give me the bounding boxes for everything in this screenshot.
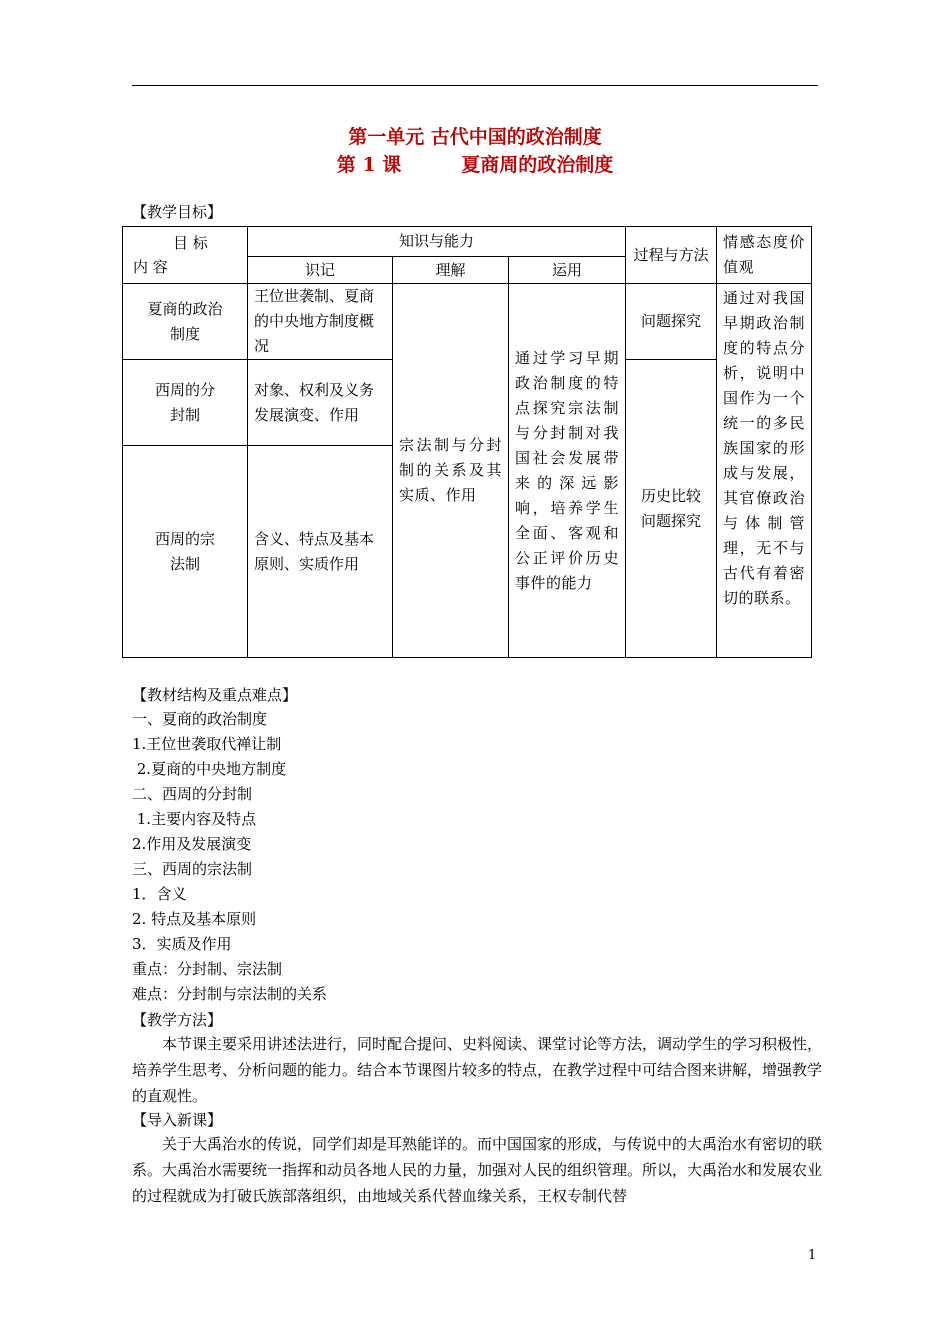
- outline-list: [132, 707, 327, 1007]
- header-emotion: 情感态度价值观: [717, 227, 812, 284]
- cell-process-2: 历史比较问题探究: [626, 360, 717, 658]
- cell-apply: 通过学习早期政治制度的特点探究宗法制与分封制对我国社会发展带来的深远影响，培养学生全面、客观和公正评价历史事件的能力: [509, 284, 626, 658]
- header-rule: [132, 85, 818, 86]
- row-recall-xiashang: 王位世袭制、夏商的中央地方制度概况: [248, 284, 393, 360]
- table-corner-cell: [123, 227, 248, 284]
- outline-item: 2.作用及发展演变: [132, 835, 252, 853]
- header-knowledge: 知识与能力: [248, 227, 626, 257]
- row-recall-fenfeng: 对象、权利及义务发展演变、作用: [248, 360, 393, 446]
- section-method-heading: 【教学方法】: [132, 1011, 223, 1029]
- section-intro-heading: 【导入新课】: [132, 1111, 223, 1129]
- subheader-apply: 运用: [509, 257, 626, 284]
- difficult-points: 难点：分封制与宗法制的关系: [132, 985, 328, 1003]
- outline-item: 3．实质及作用: [132, 935, 232, 953]
- section-goals-heading: 【教学目标】: [132, 203, 223, 221]
- outline-item: 1．含义: [132, 885, 187, 903]
- outline-item: 二、西周的分封制: [132, 785, 253, 803]
- row-recall-zongfa: 含义、特点及基本原则、实质作用: [248, 446, 393, 658]
- outline-item: 1.王位世袭取代禅让制: [132, 735, 282, 753]
- lesson-title: [132, 150, 818, 177]
- intro-paragraph: 关于大禹治水的传说，同学们却是耳熟能详的。而中国国家的形成，与传说中的大禹治水有密切的联系。大禹治水需要统一指挥和动员各地人民的力量，加强对人民的组织管理。所以，大禹治水和发展农业的过程就成为打破氏族部落组织，由地域关系代替血缘关系，王权专制代替: [132, 1135, 823, 1205]
- subheader-understand: 理解: [393, 257, 509, 284]
- method-paragraph: 本节课主要采用讲述法进行，同时配合提问、史料阅读、课堂讨论等方法，调动学生的学习积极性，培养学生思考、分析问题的能力。结合本节课图片较多的特点，在教学过程中可结合图来讲解，增强教学的直观性。: [132, 1035, 823, 1105]
- unit-title: 第一单元 古代中国的政治制度: [348, 126, 602, 148]
- row-content-fenfeng: 西周的分封制: [123, 360, 248, 446]
- outline-item: 2.夏商的中央地方制度: [132, 760, 287, 778]
- row-content-xiashang: 夏商的政治制度: [123, 284, 248, 360]
- subheader-recall: 识记: [248, 257, 393, 284]
- header-process: 过程与方法: [626, 227, 717, 284]
- section-structure-heading: 【教材结构及重点难点】: [132, 686, 298, 704]
- corner-content-label: 内 容: [133, 258, 168, 276]
- cell-understand: 宗法制与分封制的关系及其实质、作用: [393, 284, 509, 658]
- teaching-goals-table: [122, 226, 812, 658]
- lesson-number: 第 1 课: [336, 154, 402, 176]
- page-number: 1: [808, 1248, 817, 1263]
- outline-item: 一、夏商的政治制度: [132, 710, 268, 728]
- row-content-zongfa: 西周的宗法制: [123, 446, 248, 658]
- outline-item: 2. 特点及基本原则: [132, 910, 257, 928]
- key-points: 重点：分封制、宗法制: [132, 960, 283, 978]
- outline-item: 1.主要内容及特点: [132, 810, 257, 828]
- outline-item: 三、西周的宗法制: [132, 860, 253, 878]
- corner-goal-label: 目 标: [173, 234, 208, 252]
- cell-values: 通过对我国早期政治制度的特点分析，说明中国作为一个统一的多民族国家的形成与发展，其官僚政治与体制管理，无不与古代有着密切的联系。: [717, 284, 812, 658]
- cell-process-1: 问题探究: [626, 284, 717, 360]
- lesson-name: 夏商周的政治制度: [461, 154, 614, 176]
